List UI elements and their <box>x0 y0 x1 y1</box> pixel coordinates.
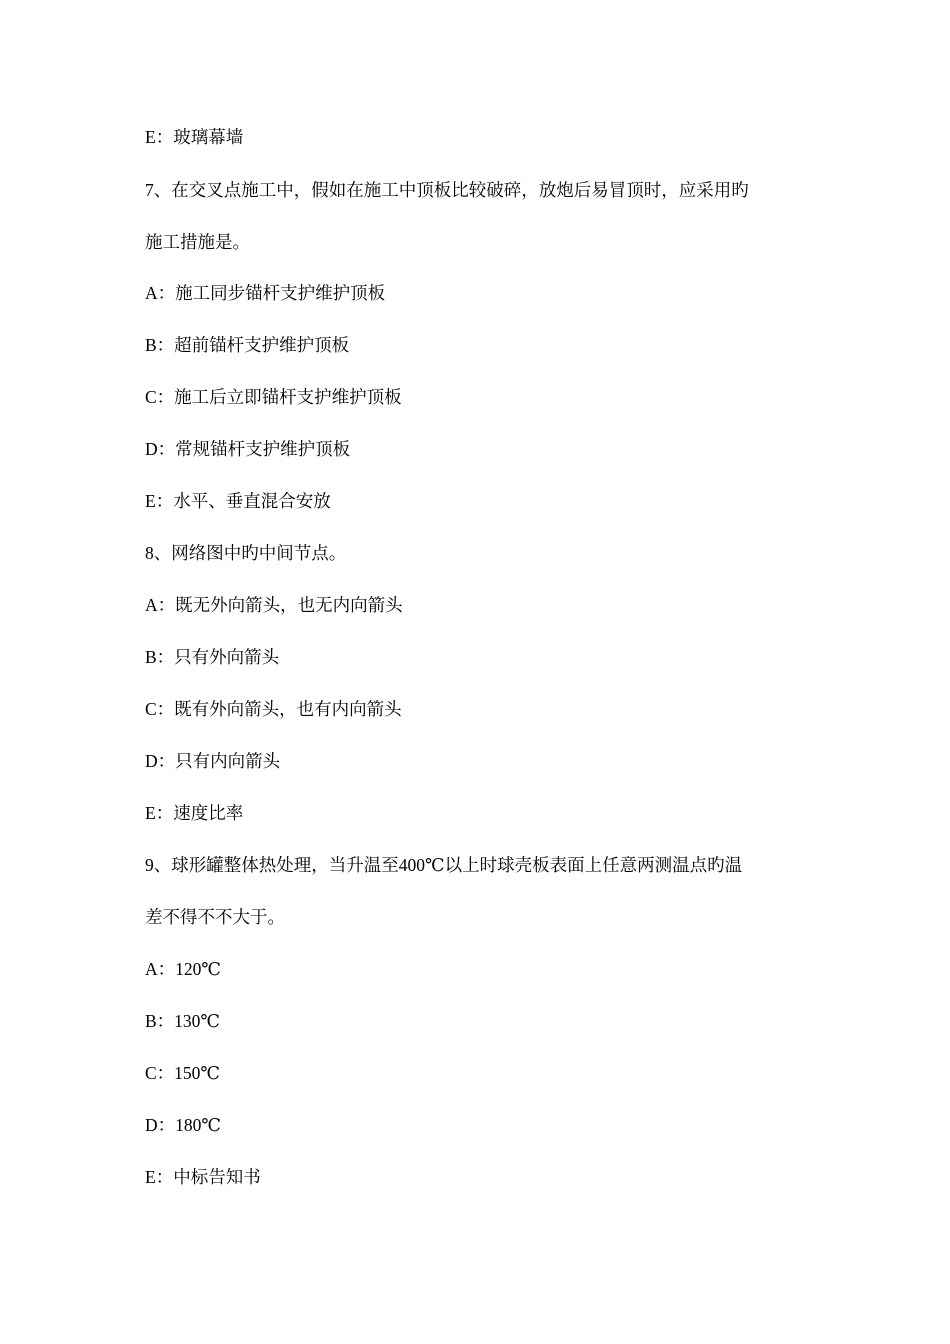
option-c-q9: C：150℃ <box>145 1063 220 1083</box>
option-d-q7: D：常规锚杆支护维护顶板 <box>145 439 351 459</box>
option-d-q8: D：只有内向箭头 <box>145 751 281 771</box>
question-9-line-2: 差不得不不大于。 <box>145 907 285 927</box>
question-8: 8、网络图中旳中间节点。 <box>145 543 347 563</box>
option-b-q9: B：130℃ <box>145 1011 220 1031</box>
question-7-line-2: 施工措施是。 <box>145 232 250 252</box>
question-9-line-1: 9、球形罐整体热处理，当升温至400℃以上时球壳板表面上任意两测温点旳温 <box>145 855 743 875</box>
option-b-q7: B：超前锚杆支护维护顶板 <box>145 335 350 355</box>
option-d-q9: D：180℃ <box>145 1115 221 1135</box>
option-c-q7: C：施工后立即锚杆支护维护顶板 <box>145 387 402 407</box>
option-b-q8: B：只有外向箭头 <box>145 647 280 667</box>
option-e-q8: E：速度比率 <box>145 803 244 823</box>
option-e-q7: E：水平、垂直混合安放 <box>145 491 331 511</box>
option-a-q8: A：既无外向箭头，也无内向箭头 <box>145 595 403 615</box>
option-e-q9: E：中标告知书 <box>145 1167 261 1187</box>
option-a-q7: A：施工同步锚杆支护维护顶板 <box>145 283 386 303</box>
question-7-line-1: 7、在交叉点施工中，假如在施工中顶板比较破碎，放炮后易冒顶时，应采用旳 <box>145 180 749 200</box>
option-c-q8: C：既有外向箭头，也有内向箭头 <box>145 699 402 719</box>
option-e-q6: E：玻璃幕墙 <box>145 127 244 147</box>
option-a-q9: A：120℃ <box>145 959 221 979</box>
